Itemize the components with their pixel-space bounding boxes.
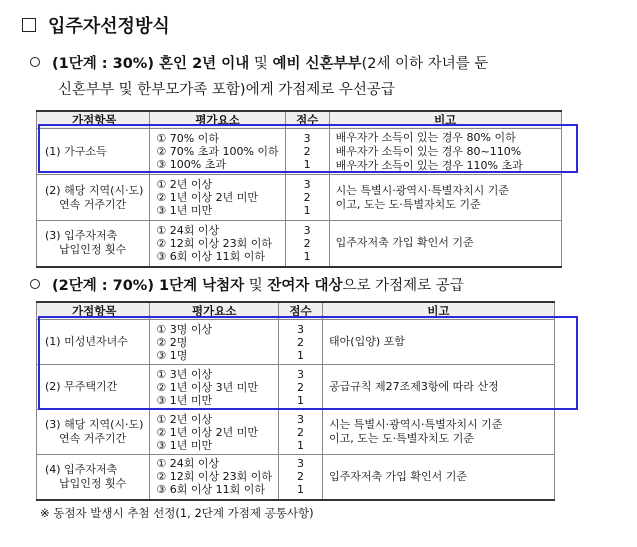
item-line: (2) 해당 지역(시·도): [45, 183, 144, 197]
note-cell: [323, 365, 555, 410]
note-cell: [329, 129, 561, 175]
eval-line: ① 70% 이하: [156, 132, 219, 145]
header-note: 비고: [329, 111, 561, 129]
table-row: [37, 320, 555, 365]
section-title-text: 입주자선정방식: [48, 16, 170, 37]
item-line: 납입인정 횟수: [59, 243, 127, 257]
eval-line: ① 3년 이상: [156, 367, 213, 381]
score-value: 1: [297, 438, 305, 452]
circle-bullet-icon: [30, 57, 40, 67]
score-cell: [279, 320, 323, 365]
item-cell: [37, 129, 150, 175]
eval-line: ② 70% 초과 100% 이하: [156, 145, 279, 158]
eval-line: ② 1년 이상 2년 미만: [156, 425, 259, 439]
eval-line: ③ 1명: [156, 348, 188, 362]
item-line: (3) 입주자저축: [45, 229, 118, 243]
item-line: (2) 무주택기간: [45, 380, 118, 393]
score-value: 3: [297, 412, 305, 426]
stage2-table: [36, 301, 555, 501]
header-note: 비고: [323, 302, 555, 320]
stage1-bold-1: (1단계 : 30%) 혼인 2년 이내: [52, 56, 250, 72]
note-line: 태아(입양) 포함: [329, 335, 405, 348]
score-cell: [279, 455, 323, 500]
table-row: [37, 129, 562, 175]
score-value: 3: [303, 223, 311, 237]
eval-line: ③ 1년 미만: [156, 204, 213, 217]
score-value: 3: [297, 457, 305, 471]
note-cell: [329, 175, 561, 221]
stage1-heading: [30, 52, 488, 76]
stage2-rest: 으로 가점제로 공급: [342, 278, 464, 294]
stage2-mid: 및: [244, 278, 268, 294]
eval-line: ① 24회 이상: [156, 223, 220, 237]
score-value: 2: [297, 335, 305, 349]
eval-cell: [150, 175, 285, 221]
score-cell: [279, 410, 323, 455]
note-cell: [323, 320, 555, 365]
score-value: 1: [303, 158, 311, 171]
score-value: 3: [303, 178, 311, 191]
item-cell: [37, 410, 150, 455]
item-line: 연속 거주기간: [59, 432, 127, 445]
score-value: 1: [297, 483, 305, 497]
circle-bullet-icon: [30, 279, 40, 289]
header-score: 점수: [285, 111, 329, 129]
stage1-bold-2: 예비 신혼부부: [272, 56, 362, 72]
stage1-rest: (2세 이하 자녀를 둔: [361, 56, 489, 72]
score-value: 1: [303, 204, 311, 217]
eval-cell: [150, 320, 279, 365]
item-cell: [37, 175, 150, 221]
score-value: 2: [297, 425, 305, 439]
header-item: 가점항목: [37, 302, 150, 320]
note-line: 입주자저축 가입 확인서 기준: [335, 236, 474, 250]
stage1-mid: 및: [249, 56, 273, 72]
stage1-heading-line2: 신혼부부 및 한부모가족 포함)에게 가점제로 우선공급: [58, 82, 395, 98]
section-title: [22, 12, 170, 38]
score-value: 3: [303, 132, 311, 145]
eval-line: ② 1년 이상 3년 미만: [156, 380, 259, 394]
score-cell: [285, 175, 329, 221]
note-cell: [323, 455, 555, 500]
table-row: [37, 175, 562, 221]
header-row: [37, 302, 555, 320]
table-row: [37, 410, 555, 455]
header-eval: 평가요소: [150, 111, 285, 129]
stage2-bold-2: 잔여자 대상: [267, 278, 343, 294]
score-cell: [279, 365, 323, 410]
item-line: 연속 거주기간: [59, 197, 127, 211]
score-value: 1: [303, 249, 311, 263]
stage1-table: [36, 110, 562, 268]
eval-cell: [150, 129, 285, 175]
note-line: 공급규칙 제27조제3항에 따라 산정: [329, 380, 499, 393]
footnote: ※ 동점자 발생시 추첨 선정(1, 2단계 가점제 공통사항): [40, 506, 314, 520]
eval-cell: [150, 455, 279, 500]
eval-line: ③ 6회 이상 11회 이하: [156, 483, 266, 497]
note-line: 시는 특별시·광역시·특별자치시 기준: [335, 183, 510, 197]
score-value: 2: [303, 236, 311, 250]
item-cell: [37, 365, 150, 410]
eval-line: ③ 1년 미만: [156, 438, 213, 452]
eval-line: ① 24회 이상: [156, 457, 220, 471]
score-value: 3: [297, 367, 305, 381]
stage2-bold-1: (2단계 : 70%) 1단계 낙첨자: [52, 278, 245, 294]
item-line: (1) 가구소득: [45, 144, 107, 158]
eval-line: ③ 1년 미만: [156, 393, 213, 407]
header-row: [37, 111, 562, 129]
eval-line: ③ 100% 초과: [156, 158, 226, 171]
eval-line: ② 12회 이상 23회 이하: [156, 470, 273, 484]
item-line: 납입인정 횟수: [59, 476, 127, 490]
item-line: (4) 입주자저축: [45, 462, 118, 476]
eval-line: ② 1년 이상 2년 미만: [156, 191, 259, 204]
score-value: 1: [297, 348, 305, 362]
header-score: 점수: [279, 302, 323, 320]
note-line: 배우자가 소득이 있는 경우 110% 초과: [335, 158, 523, 172]
eval-cell: [150, 221, 285, 267]
note-line: 배우자가 소득이 있는 경우 80~110%: [335, 144, 522, 158]
eval-line: ③ 6회 이상 11회 이하: [156, 249, 266, 263]
table-row: [37, 365, 555, 410]
eval-line: ① 2년 이상: [156, 178, 213, 191]
table-row: [37, 221, 562, 267]
eval-line: ① 2년 이상: [156, 412, 213, 426]
item-cell: [37, 320, 150, 365]
note-line: 배우자가 소득이 있는 경우 80% 이하: [335, 130, 516, 144]
note-cell: [329, 221, 561, 267]
item-line: (1) 미성년자녀수: [45, 335, 128, 348]
score-value: 1: [297, 393, 305, 407]
note-cell: [323, 410, 555, 455]
eval-cell: [150, 365, 279, 410]
score-value: 2: [297, 470, 305, 484]
eval-line: ② 2명: [156, 335, 188, 349]
note-line: 입주자저축 가입 확인서 기준: [329, 469, 468, 483]
stage2-heading: [30, 274, 464, 298]
header-eval: 평가요소: [150, 302, 279, 320]
score-value: 2: [303, 145, 311, 158]
item-line: (3) 해당 지역(시·도): [45, 418, 144, 431]
score-value: 2: [297, 380, 305, 394]
eval-line: ② 12회 이상 23회 이하: [156, 236, 273, 250]
item-cell: [37, 455, 150, 500]
item-cell: [37, 221, 150, 267]
eval-cell: [150, 410, 279, 455]
note-line: 이고, 도는 도·특별자치도 기준: [329, 432, 475, 445]
table-row: [37, 455, 555, 500]
score-value: 2: [303, 191, 311, 204]
score-cell: [285, 221, 329, 267]
score-cell: [285, 129, 329, 175]
score-value: 3: [297, 322, 305, 336]
eval-line: ① 3명 이상: [156, 322, 213, 336]
header-item: 가점항목: [37, 111, 150, 129]
note-line: 시는 특별시·광역시·특별자치시 기준: [329, 418, 503, 431]
note-line: 이고, 도는 도·특별자치도 기준: [335, 197, 481, 211]
checkbox-square-icon: [22, 18, 36, 32]
